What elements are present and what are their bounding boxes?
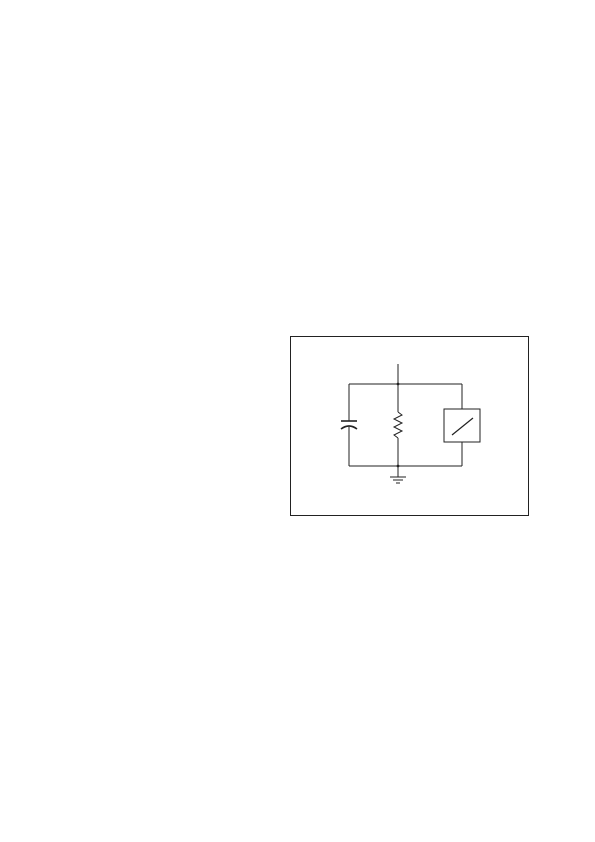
meter-box <box>444 409 480 442</box>
resistor-zigzag <box>394 412 402 438</box>
table-of-contents <box>28 68 270 103</box>
safety-warning-english <box>56 601 259 608</box>
circuit-diagram <box>291 337 528 515</box>
safety-warning-french <box>56 706 259 713</box>
meter-needle <box>452 418 473 435</box>
safety-column <box>289 68 529 81</box>
junction-dot <box>397 465 400 468</box>
toc-entry-diagrams[interactable] <box>28 82 270 95</box>
figure-a <box>290 336 529 516</box>
junction-dot <box>397 383 400 386</box>
toc-entry-number <box>28 82 50 95</box>
